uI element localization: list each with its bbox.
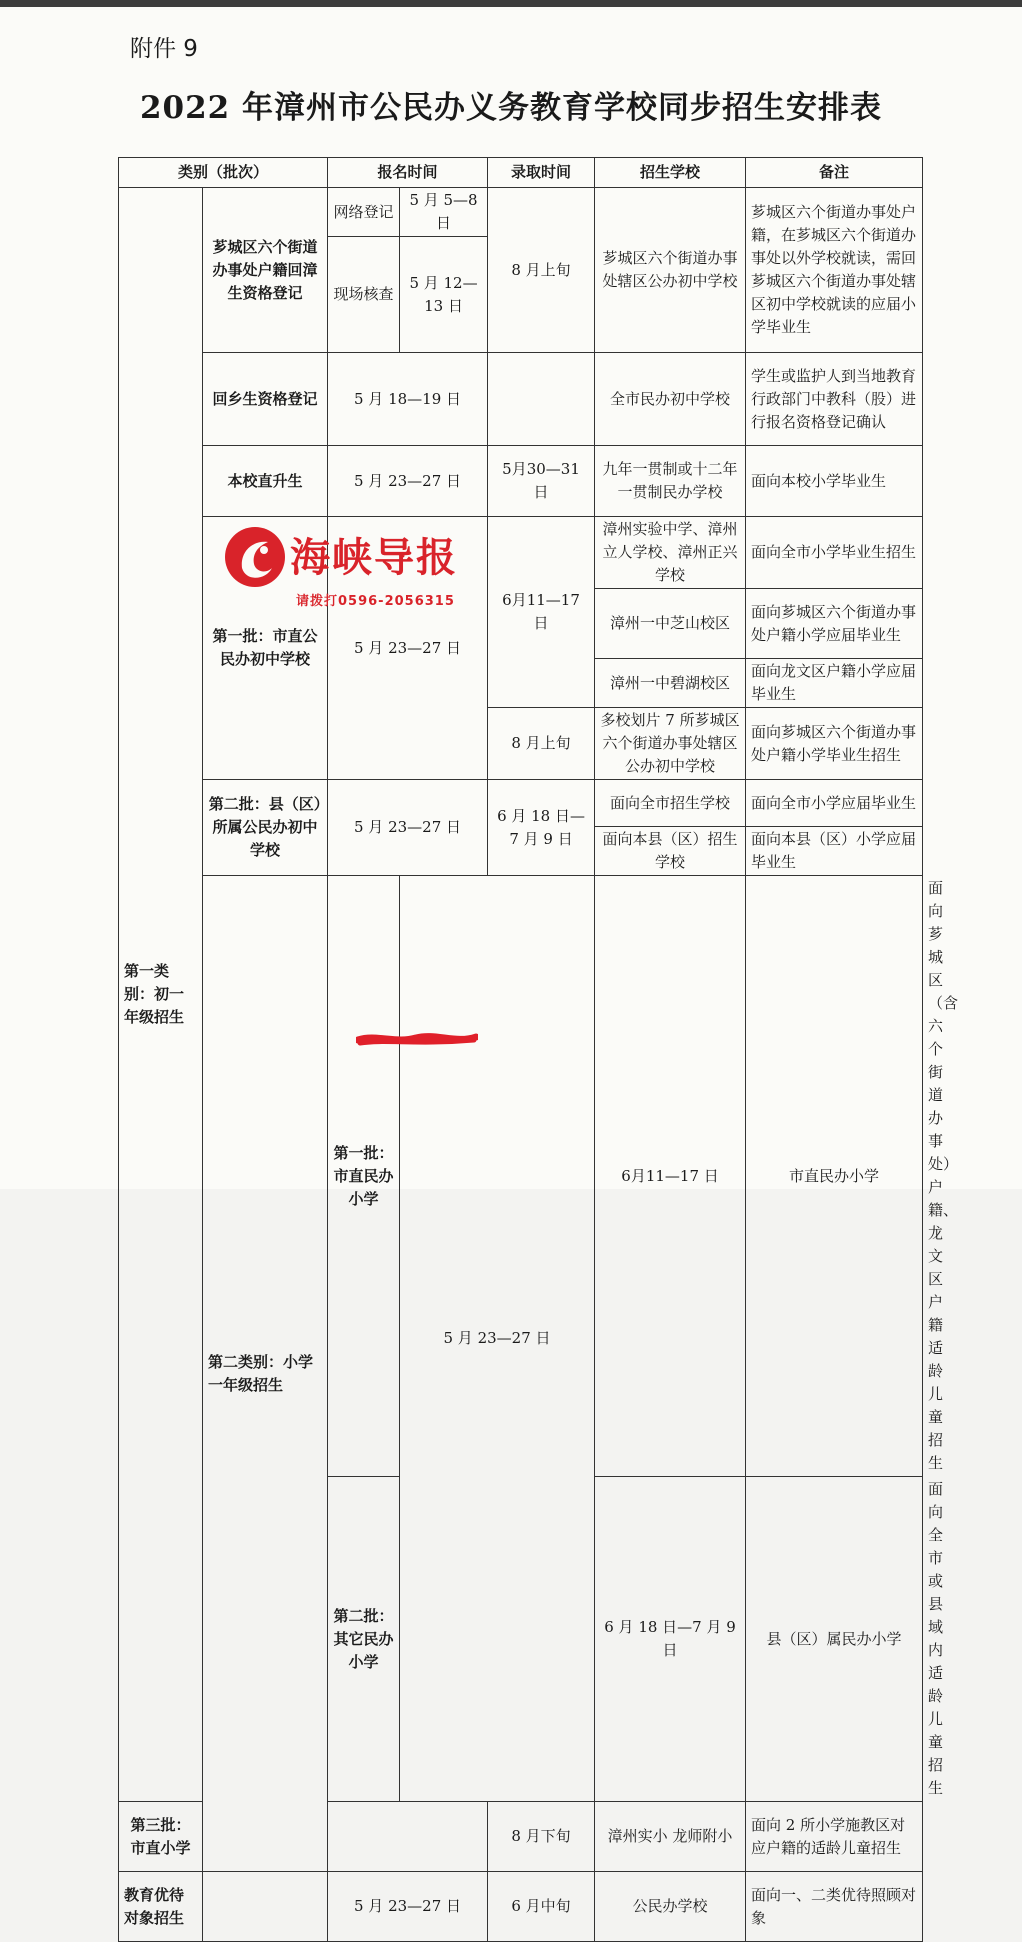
admit-cell: 6 月 18 日—7 月 9 日 xyxy=(488,780,595,876)
remark-cell: 面向本校小学毕业生 xyxy=(746,446,923,517)
header-row xyxy=(119,158,923,188)
batch-cell-empty xyxy=(203,1872,328,1942)
header-admit: 录取时间 xyxy=(488,158,595,188)
batch-cell: 第二批：县（区）所属公民办初中学校 xyxy=(203,780,328,876)
school-cell: 县（区）属民办小学 xyxy=(746,1477,923,1802)
batch-cell: 回乡生资格登记 xyxy=(203,353,328,446)
watermark-phone: 请拨打0596-2056315 xyxy=(296,594,455,609)
admit-cell: 6月11—17 日 xyxy=(595,876,746,1477)
table-row xyxy=(119,188,923,237)
signup-cell-redacted xyxy=(328,1802,488,1872)
admit-cell: 8 月下旬 xyxy=(488,1802,595,1872)
admit-cell: 8 月上旬 xyxy=(488,708,595,780)
table-row xyxy=(119,446,923,517)
table-row xyxy=(119,353,923,446)
signup-cell: 5 月 23—27 日 xyxy=(328,517,488,780)
signup-date: 5 月 5—8 日 xyxy=(400,188,488,237)
signup-cell: 5 月 23—27 日 xyxy=(328,780,488,876)
admit-cell: 8 月上旬 xyxy=(488,188,595,353)
remark-cell: 面向本县（区）小学应届毕业生 xyxy=(746,827,923,876)
batch-cell: 第二批：其它民办小学 xyxy=(328,1477,400,1802)
table-row: 第二批：其它民办小学 6 月 18 日—7 月 9 日 县（区）属民办小学 面向全市或县域内适龄儿童招生 xyxy=(119,1477,923,1802)
school-cell: 市直民办小学 xyxy=(746,876,923,1477)
signup-method: 现场核查 xyxy=(328,237,400,353)
remark-cell: 面向全市小学应届毕业生 xyxy=(746,780,923,827)
table-row xyxy=(119,780,923,827)
batch-cell: 第三批：市直小学 xyxy=(119,1802,203,1872)
signup-date: 5 月 12—13 日 xyxy=(400,237,488,353)
enrollment-schedule-table xyxy=(118,157,959,1942)
category-1-label: 第一类别：初一年级招生 xyxy=(119,188,203,1802)
header-school: 招生学校 xyxy=(595,158,746,188)
remark-cell: 面向全市小学毕业生招生 xyxy=(746,517,923,589)
school-cell: 面向全市招生学校 xyxy=(595,780,746,827)
school-cell: 漳州实验中学、漳州立人学校、漳州正兴学校 xyxy=(595,517,746,589)
watermark xyxy=(222,520,482,616)
header-remark: 备注 xyxy=(746,158,923,188)
admit-cell: 5月30—31 日 xyxy=(488,446,595,517)
school-cell: 公民办学校 xyxy=(595,1872,746,1942)
remark-cell: 学生或监护人到当地教育行政部门中教科（股）进行报名资格登记确认 xyxy=(746,353,923,446)
remark-cell: 面向芗城区六个街道办事处户籍小学毕业生招生 xyxy=(746,708,923,780)
school-cell: 面向本县（区）招生学校 xyxy=(595,827,746,876)
signup-method: 网络登记 xyxy=(328,188,400,237)
remark-cell: 面向芗城区六个街道办事处户籍小学应届毕业生 xyxy=(746,589,923,659)
remark-cell: 面向龙文区户籍小学应届毕业生 xyxy=(746,659,923,708)
attachment-label: 附件 9 xyxy=(130,36,198,62)
watermark-brand: 海峡导报 xyxy=(290,535,458,581)
signup-cell: 5 月 18—19 日 xyxy=(328,353,488,446)
school-cell: 漳州一中芝山校区 xyxy=(595,589,746,659)
remark-cell: 芗城区六个街道办事处户籍，在芗城区六个街道办事处以外学校就读，需回芗城区六个街道办事处辖区初中学校就读的应届小学毕业生 xyxy=(746,188,923,353)
header-category: 类别（批次） xyxy=(119,158,328,188)
category-3-label: 教育优待对象招生 xyxy=(119,1872,203,1942)
admit-cell: 6 月中旬 xyxy=(488,1872,595,1942)
admit-cell: 6月11—17 日 xyxy=(488,517,595,708)
remark-cell: 面向 2 所小学施教区对应户籍的适龄儿童招生 xyxy=(746,1802,923,1872)
batch-cell: 芗城区六个街道办事处户籍回漳生资格登记 xyxy=(203,188,328,353)
school-cell: 芗城区六个街道办事处辖区公办初中学校 xyxy=(595,188,746,353)
category-2-label: 第二类别：小学一年级招生 xyxy=(203,876,328,1872)
signup-cell: 5 月 23—27 日 xyxy=(328,1872,488,1942)
school-cell: 全市民办初中学校 xyxy=(595,353,746,446)
signup-cell: 5 月 23—27 日 xyxy=(328,446,488,517)
school-cell: 漳州实小 龙师附小 xyxy=(595,1802,746,1872)
school-cell: 漳州一中碧湖校区 xyxy=(595,659,746,708)
red-redaction-scribble xyxy=(356,1030,478,1048)
header-signup: 报名时间 xyxy=(328,158,488,188)
signup-cell: 5 月 23—27 日 xyxy=(400,876,595,1802)
school-cell: 多校划片 7 所芗城区六个街道办事处辖区公办初中学校 xyxy=(595,708,746,780)
table-row xyxy=(119,1872,923,1942)
batch-cell: 第一批：市直公民办初中学校 xyxy=(203,517,328,780)
admit-cell xyxy=(488,353,595,446)
document-title: 2022 年漳州市公民办义务教育学校同步招生安排表 xyxy=(139,90,883,126)
brand-logo-icon xyxy=(222,524,288,590)
admit-cell: 6 月 18 日—7 月 9 日 xyxy=(595,1477,746,1802)
table-row: 第二类别：小学一年级招生 第一批：市直民办小学 5 月 23—27 日 6月11—17 日 市直民办小学 籍、龙文区户籍适龄儿童招生 xyxy=(119,876,923,1477)
batch-cell: 第一批：市直民办小学 xyxy=(328,876,400,1477)
remark-cell: 面向一、二类优待照顾对象 xyxy=(746,1872,923,1942)
school-cell: 九年一贯制或十二年一贯制民办学校 xyxy=(595,446,746,517)
top-dark-bar xyxy=(0,0,1022,7)
batch-cell: 本校直升生 xyxy=(203,446,328,517)
